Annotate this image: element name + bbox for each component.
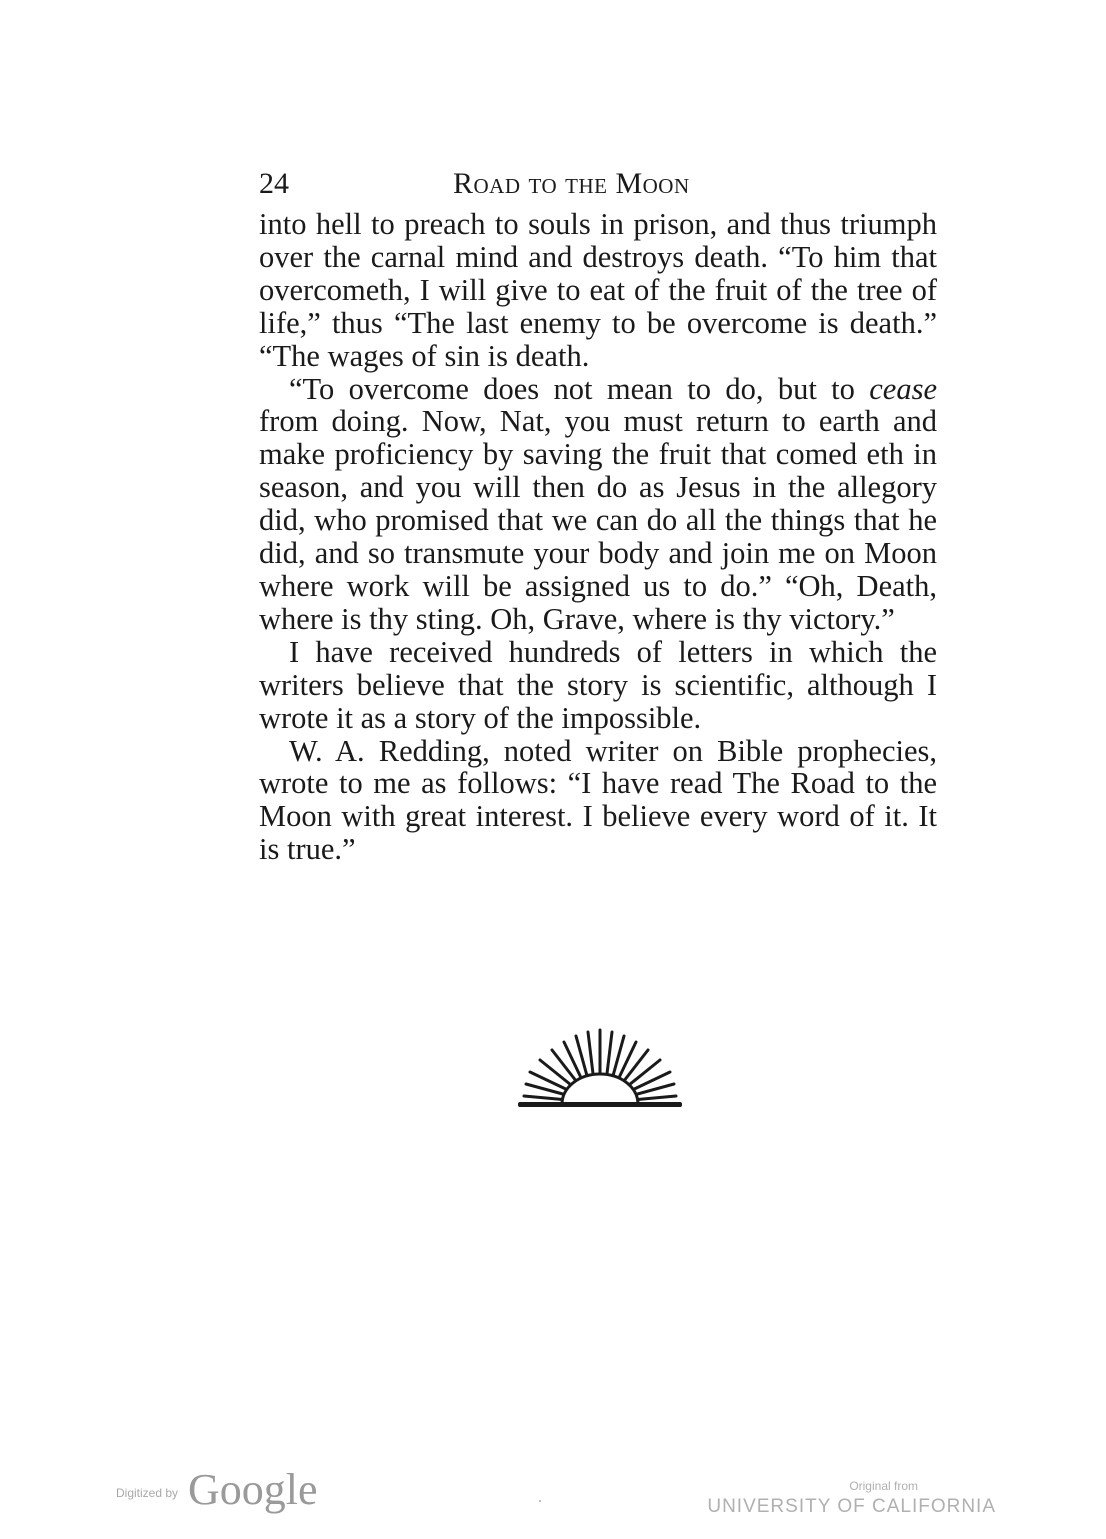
university-label: UNIVERSITY OF CALIFORNIA (707, 1496, 996, 1517)
text-block (259, 208, 937, 866)
paragraph-4: W. A. Redding, noted writer on Bible prophecies, wrote to me as follows: “I have read The Road to the Moon with great interest. I believe every word of it. It is true.” (259, 733, 937, 867)
original-from-label: Original from (849, 1479, 918, 1493)
italic-word: cease (869, 371, 937, 406)
page-number: 24 (259, 167, 289, 200)
paragraph-2-lead: “To overcome does not mean to do, but to (289, 371, 870, 406)
paragraph-1: into hell to preach to souls in prison, and thus triumph over the carnal mind and destroys death. “To him that overcometh, I will give to eat of the fruit of the tree of life,” thus “The last enemy to be overcome is death.” “The wages of sin is death. (259, 207, 937, 373)
google-logo: Google (188, 1465, 318, 1514)
rising-sun-icon (514, 1020, 686, 1110)
paragraph-2-rest: from doing. Now, Nat, you must return to earth and make proficiency by saving the fruit that comed eth in season, and you will then do as Jesus in the allegory did, who promised that we can do all the things that he did, and so transmute your body and join me on Moon where work will be assigned us to do.” “Oh, Death, where is thy sting. Oh, Grave, where is thy victory.” (259, 404, 937, 636)
paragraph-2 (259, 373, 937, 636)
running-title: Road to the Moon (453, 167, 690, 200)
digitized-by-google (116, 1452, 318, 1512)
scan-speck (539, 1500, 541, 1502)
original-from (707, 1478, 996, 1520)
paragraph-3: I have received hundreds of letters in which the writers believe that the story is scientific, although I wrote it as a story of the impossible. (259, 634, 937, 735)
running-head (259, 164, 939, 204)
digitized-by-label: Digitized by (116, 1486, 179, 1500)
